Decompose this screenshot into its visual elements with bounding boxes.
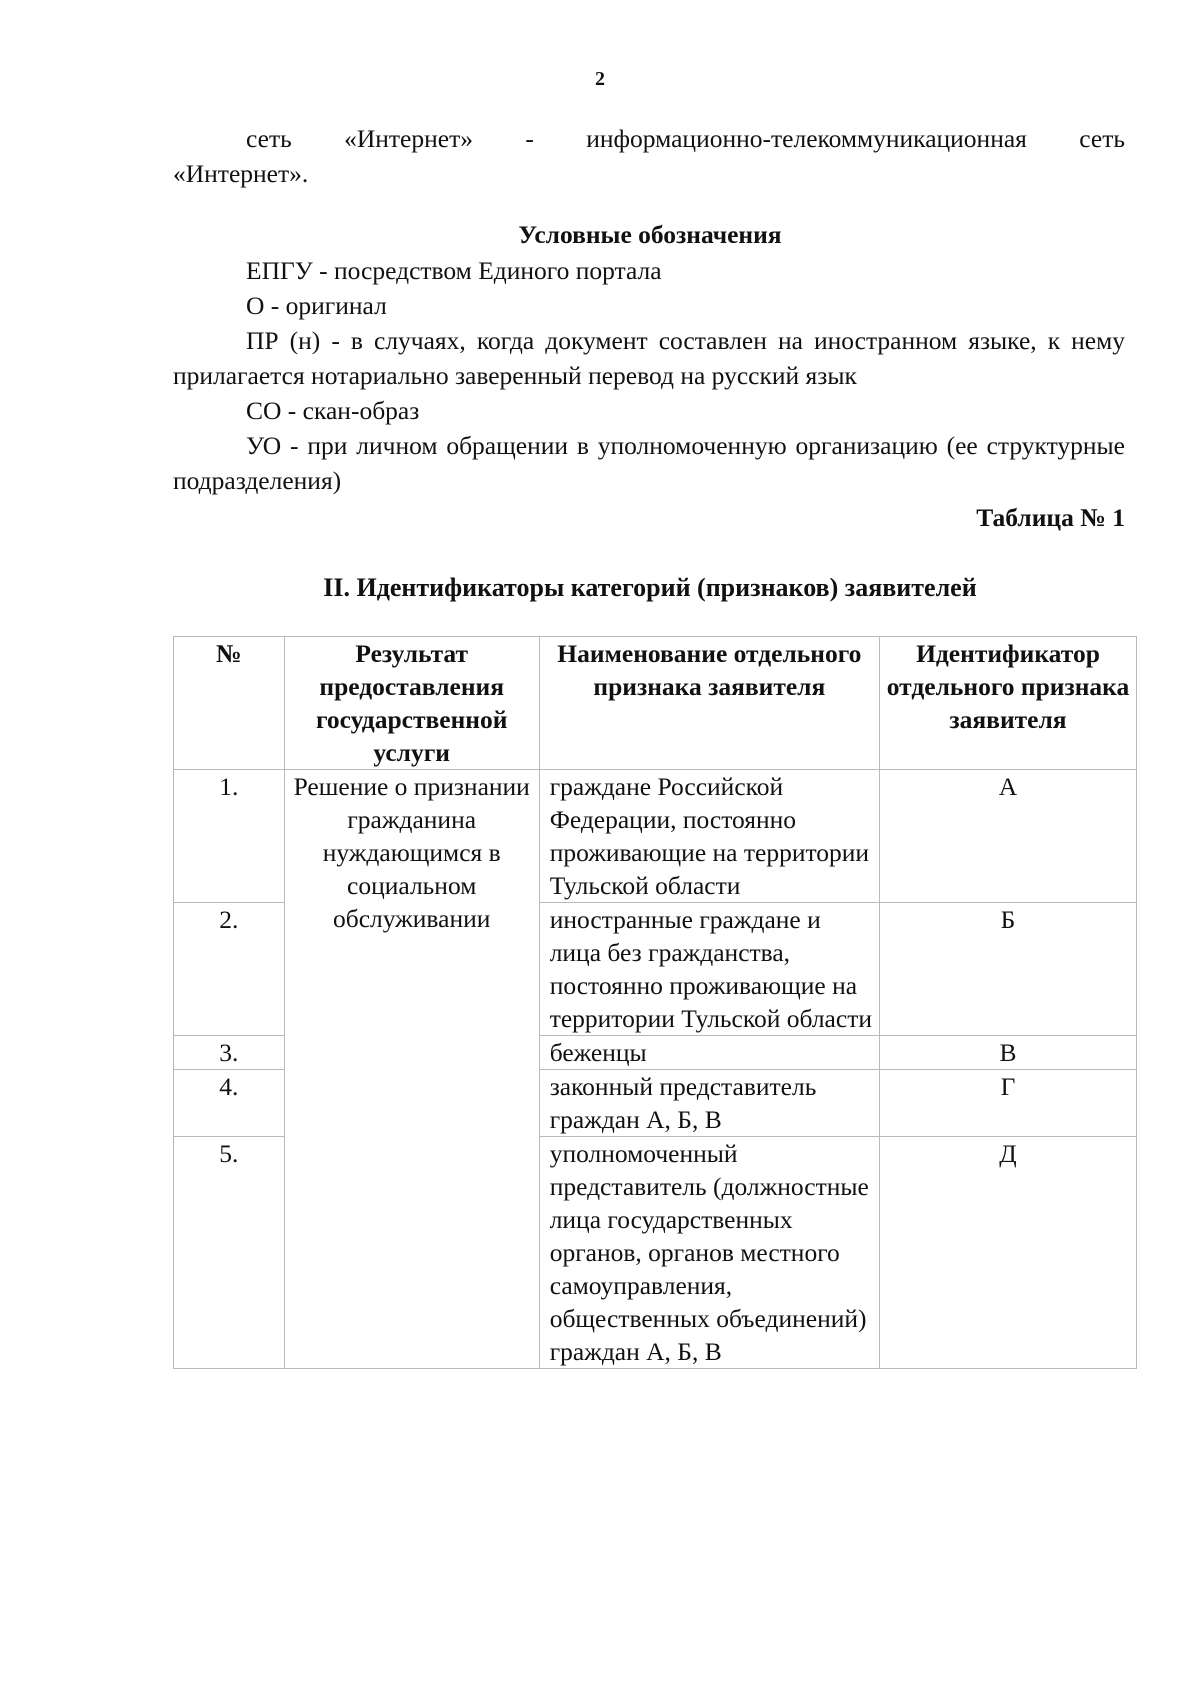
legend-item-personal: УО - при личном обращении в уполномоченную организацию (ее структурные подразделения) bbox=[173, 431, 1125, 495]
table-row bbox=[174, 770, 1137, 903]
intro-line-1: сеть «Интернет» - информационно-телекоммуникационная сеть bbox=[246, 124, 1125, 153]
header-num: № bbox=[174, 637, 285, 770]
row-identifier: А bbox=[879, 770, 1136, 903]
row-num: 2. bbox=[174, 903, 285, 1036]
row-num: 3. bbox=[174, 1036, 285, 1070]
legend-title: Условные обозначения bbox=[518, 220, 782, 249]
page-number: 2 bbox=[595, 68, 605, 90]
legend-list bbox=[173, 253, 1125, 498]
section-title: II. Идентификаторы категорий (признаков) заявителей bbox=[323, 573, 977, 602]
row-identifier: Г bbox=[879, 1070, 1136, 1137]
result-cell: Решение о признании гражданина нуждающимся в социальном обслуживании bbox=[284, 770, 539, 1369]
header-identifier: Идентификатор отдельного признака заявителя bbox=[879, 637, 1136, 770]
intro-line-2: «Интернет». bbox=[173, 159, 309, 188]
row-identifier: Д bbox=[879, 1137, 1136, 1369]
legend-item-epgu: ЕПГУ - посредством Единого портала bbox=[246, 256, 662, 285]
table-header-row bbox=[174, 637, 1137, 770]
row-identifier: В bbox=[879, 1036, 1136, 1070]
legend-item-scan: СО - скан-образ bbox=[246, 396, 420, 425]
row-name: беженцы bbox=[539, 1036, 879, 1070]
row-name: иностранные граждане и лица без гражданства, постоянно проживающие на территории Тульской области bbox=[539, 903, 879, 1036]
row-name: законный представитель граждан А, Б, В bbox=[539, 1070, 879, 1137]
row-identifier: Б bbox=[879, 903, 1136, 1036]
header-name: Наименование отдельного признака заявителя bbox=[539, 637, 879, 770]
table-label: Таблица № 1 bbox=[976, 503, 1125, 532]
row-name: уполномоченный представитель (должностные лица государственных органов, органов местного самоуправления, общественных объединений) граждан А, Б, В bbox=[539, 1137, 879, 1369]
legend-item-original: О - оригинал bbox=[246, 291, 387, 320]
legend-item-translation: ПР (н) - в случаях, когда документ составлен на иностранном языке, к нему прилагается нотариально заверенный перевод на русский язык bbox=[173, 326, 1125, 390]
header-result: Результат предоставления государственной услуги bbox=[284, 637, 539, 770]
intro-paragraph bbox=[173, 121, 1125, 191]
row-num: 4. bbox=[174, 1070, 285, 1137]
applicant-categories-table bbox=[173, 636, 1137, 1369]
row-name: граждане Российской Федерации, постоянно проживающие на территории Тульской области bbox=[539, 770, 879, 903]
row-num: 5. bbox=[174, 1137, 285, 1369]
row-num: 1. bbox=[174, 770, 285, 903]
